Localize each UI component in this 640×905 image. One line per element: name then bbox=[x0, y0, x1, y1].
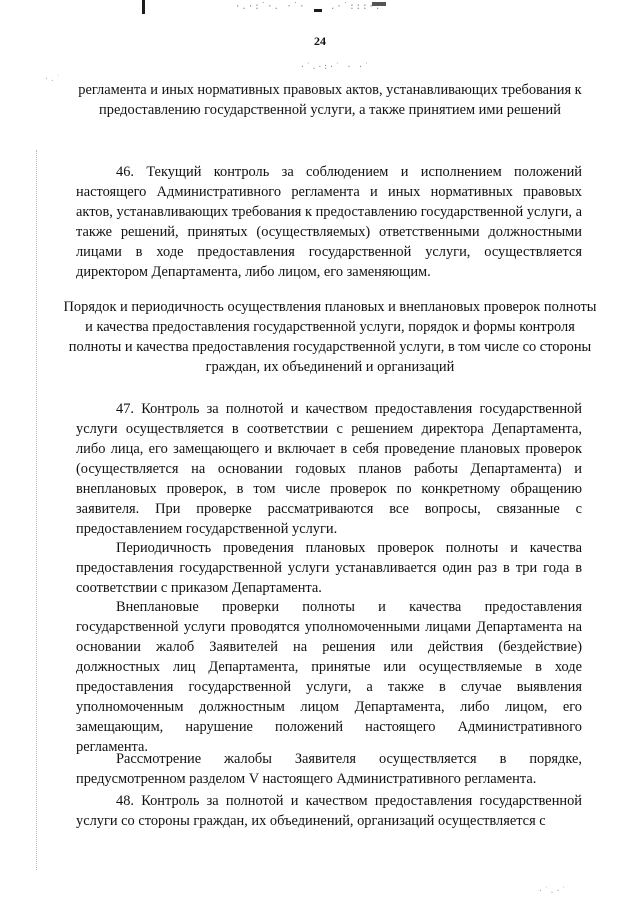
section-heading: регламента и иных нормативных правовых актов, устанавливающих требования к предоставлению государственной услуги, а также принятием ими решений bbox=[78, 82, 582, 118]
scan-edge-line bbox=[36, 150, 37, 870]
paragraph: Внеплановые проверки полноты и качества предоставления государственной услуги проводятся уполномоченными лицами Департамента на основании жалоб Заявителей на решения или действия (бездействие) должностных лиц Департамента, принятые или осуществляемые в ходе предоставления государственной услуги, а также в случае выявления уполномоченным должностным лицом Департамента, либо лицом, его замещающим, нарушение положений настоящего Административного регламента. bbox=[76, 599, 582, 755]
scan-noise: ·.·:˙·. ·˙· bbox=[235, 2, 306, 12]
paragraph: Рассмотрение жалобы Заявителя осуществляется в порядке, предусмотренном разделом V настоящего Административного регламента. bbox=[76, 751, 582, 787]
scan-noise: ·˙.·˙ bbox=[538, 886, 568, 895]
paragraph: 46. Текущий контроль за соблюдением и исполнением положений настоящего Административного регламента и иных нормативных правовых актов, устанавливающих требования к предоставлению государственной услуги, а также решений, принятых (осуществляемых) ответственными должностными лицами в ходе предоставления государственной услуги, осуществляется директором Департамента, либо лицом, его заменяющим. bbox=[76, 164, 583, 280]
paragraph: 48. Контроль за полнотой и качеством предоставления государственной услуги со стороны граждан, их объединений, организаций осуществляется с bbox=[76, 793, 582, 829]
scan-noise: ·.˙ bbox=[44, 74, 62, 83]
paragraph: Периодичность проведения плановых проверок полноты и качества предоставления государственной услуги устанавливается один раз в три года в соответствии с приказом Департамента. bbox=[76, 540, 582, 596]
section-heading: Порядок и периодичность осуществления плановых и внеплановых проверок полноты и качества предоставления государственной услуги, порядок и формы контроля полноты и качества предоставления государственной услуги, в том числе со стороны граждан, их объединений и организаций bbox=[63, 299, 597, 375]
scan-artifact-mark bbox=[142, 0, 145, 14]
scan-noise: ·˙.·:·˙ · ·˙ bbox=[300, 62, 370, 71]
paragraph: 47. Контроль за полнотой и качеством предоставления государственной услуги осуществляется в соответствии с решением директора Департамента, либо лица, его замещающего и включает в себя проведение плановых проверок (осуществляется на основании годовых планов работы Департамента) и внеплановых проверок, в том числе проверок по конкретному обращению заявителя. При проверке рассматриваются все вопросы, связанные с предоставлением государственной услуги. bbox=[76, 401, 582, 537]
page-number: 24 bbox=[314, 34, 326, 48]
scan-artifact-mark bbox=[314, 9, 322, 12]
scan-noise: .·˙:::·. bbox=[330, 2, 382, 12]
